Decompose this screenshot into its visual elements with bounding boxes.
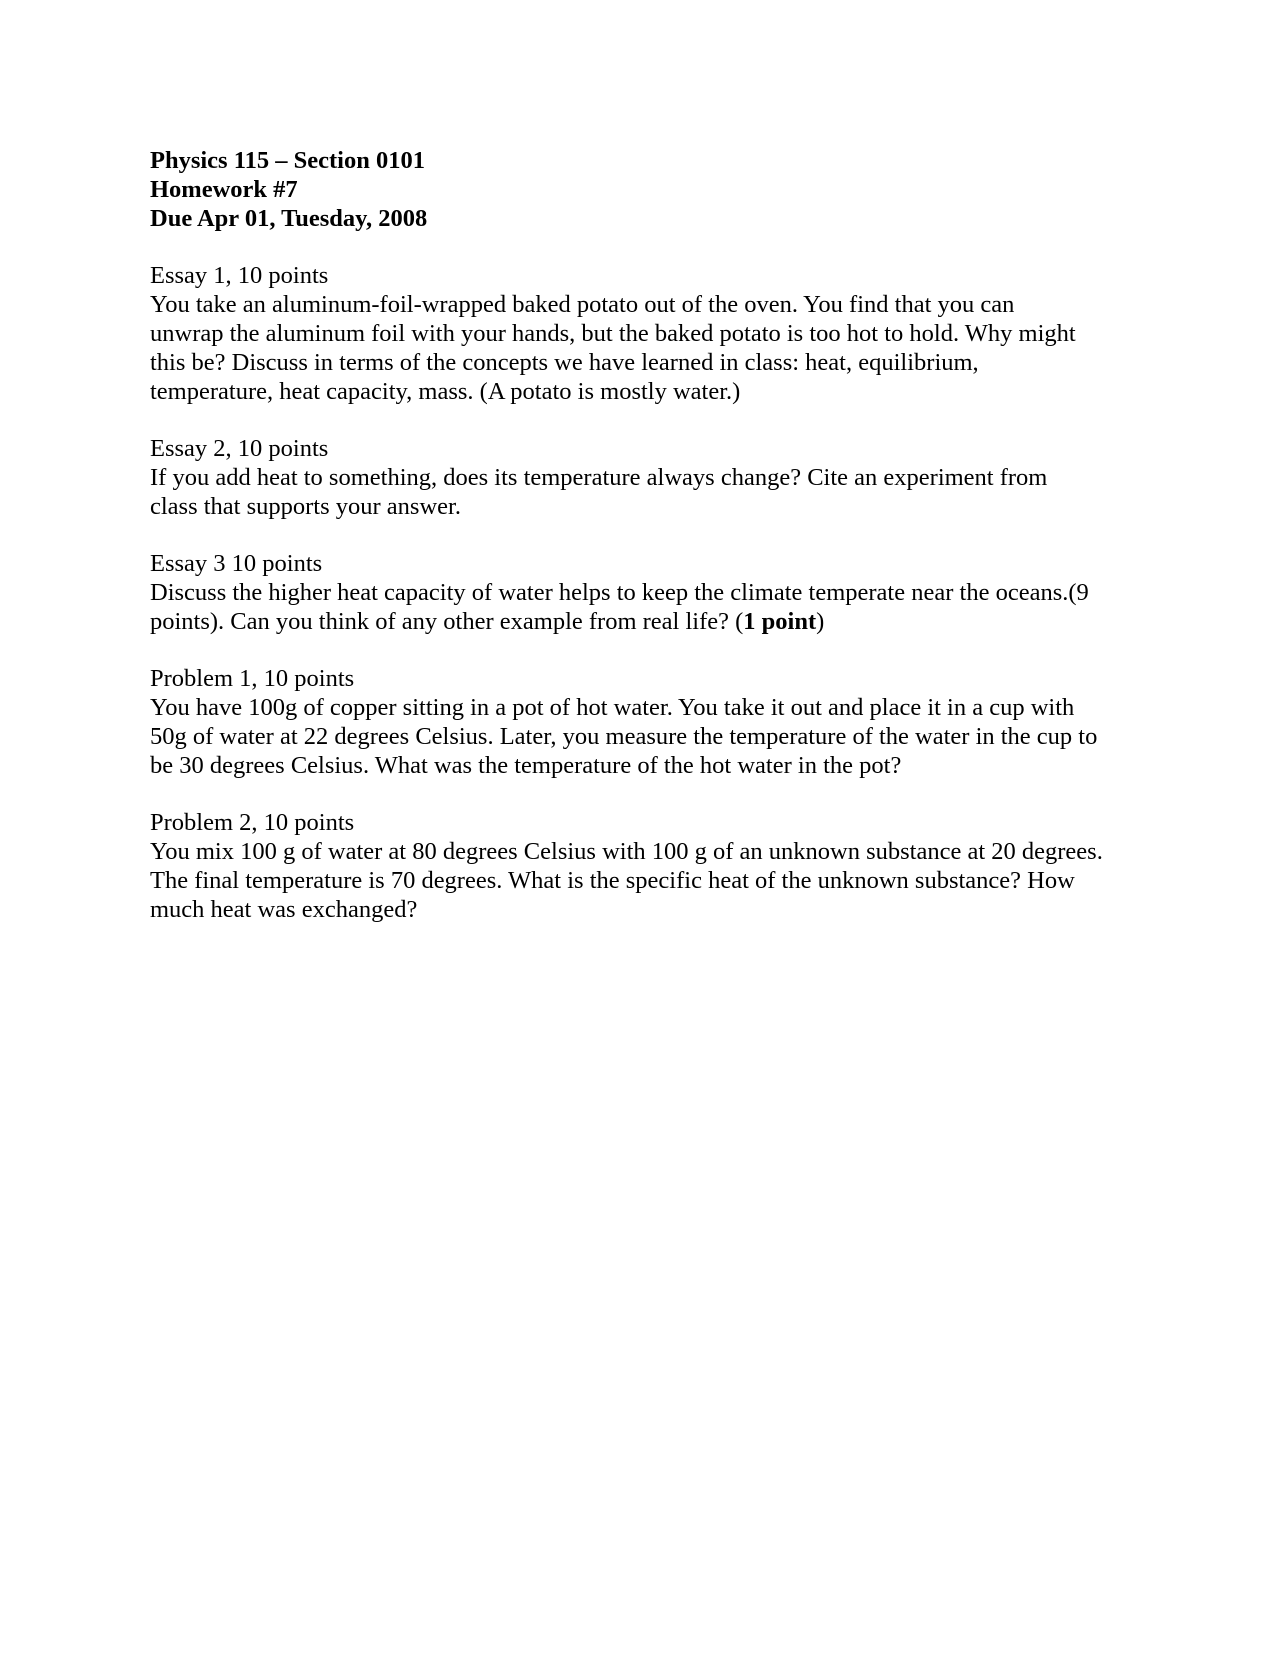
essay-3-closing-paren: )	[816, 608, 825, 635]
essay-2-line: If you add heat to something, does its temperature always change? Cite an experiment from	[150, 464, 1048, 491]
essay-3-line: Discuss the higher heat capacity of water helps to keep the climate temperate near the oceans.(9	[150, 579, 1089, 606]
document-body	[150, 146, 1150, 924]
essay-3-question: points). Can you think of any other example from real life? (	[150, 608, 744, 635]
essay-1-heading: Essay 1, 10 points	[150, 262, 329, 289]
homework-title: Homework #7	[150, 176, 298, 203]
course-title: Physics 115 – Section 0101	[150, 147, 425, 174]
essay-1-line: temperature, heat capacity, mass. (A potato is mostly water.)	[150, 378, 741, 405]
essay-1-line: unwrap the aluminum foil with your hands, but the baked potato is too hot to hold. Why might	[150, 320, 1076, 347]
essay-2-line: class that supports your answer.	[150, 493, 461, 520]
problem-2-line: You mix 100 g of water at 80 degrees Celsius with 100 g of an unknown substance at 20 degrees.	[150, 838, 1103, 865]
problem-2	[150, 808, 1150, 924]
essay-1-line: You take an aluminum-foil-wrapped baked potato out of the oven. You find that you can	[150, 291, 1015, 318]
problem-1	[150, 664, 1150, 780]
problem-1-line: 50g of water at 22 degrees Celsius. Later, you measure the temperature of the water in the cup to	[150, 723, 1098, 750]
problem-1-heading: Problem 1, 10 points	[150, 665, 355, 692]
essay-3-line-with-points	[150, 607, 1150, 636]
essay-3	[150, 549, 1150, 636]
problem-2-line: much heat was exchanged?	[150, 896, 418, 923]
essay-2	[150, 434, 1150, 521]
document-header	[150, 146, 1150, 233]
essay-1-line: this be? Discuss in terms of the concepts we have learned in class: heat, equilibrium,	[150, 349, 979, 376]
essay-3-bonus-points: 1 point	[743, 608, 817, 635]
problem-1-line: You have 100g of copper sitting in a pot of hot water. You take it out and place it in a cup with	[150, 694, 1075, 721]
problem-2-line: The final temperature is 70 degrees. What is the specific heat of the unknown substance? How	[150, 867, 1075, 894]
problem-1-line: be 30 degrees Celsius. What was the temperature of the hot water in the pot?	[150, 752, 902, 779]
essay-2-heading: Essay 2, 10 points	[150, 435, 329, 462]
essay-3-heading: Essay 3 10 points	[150, 550, 323, 577]
due-date: Due Apr 01, Tuesday, 2008	[150, 205, 428, 232]
problem-2-heading: Problem 2, 10 points	[150, 809, 355, 836]
essay-1	[150, 261, 1150, 406]
